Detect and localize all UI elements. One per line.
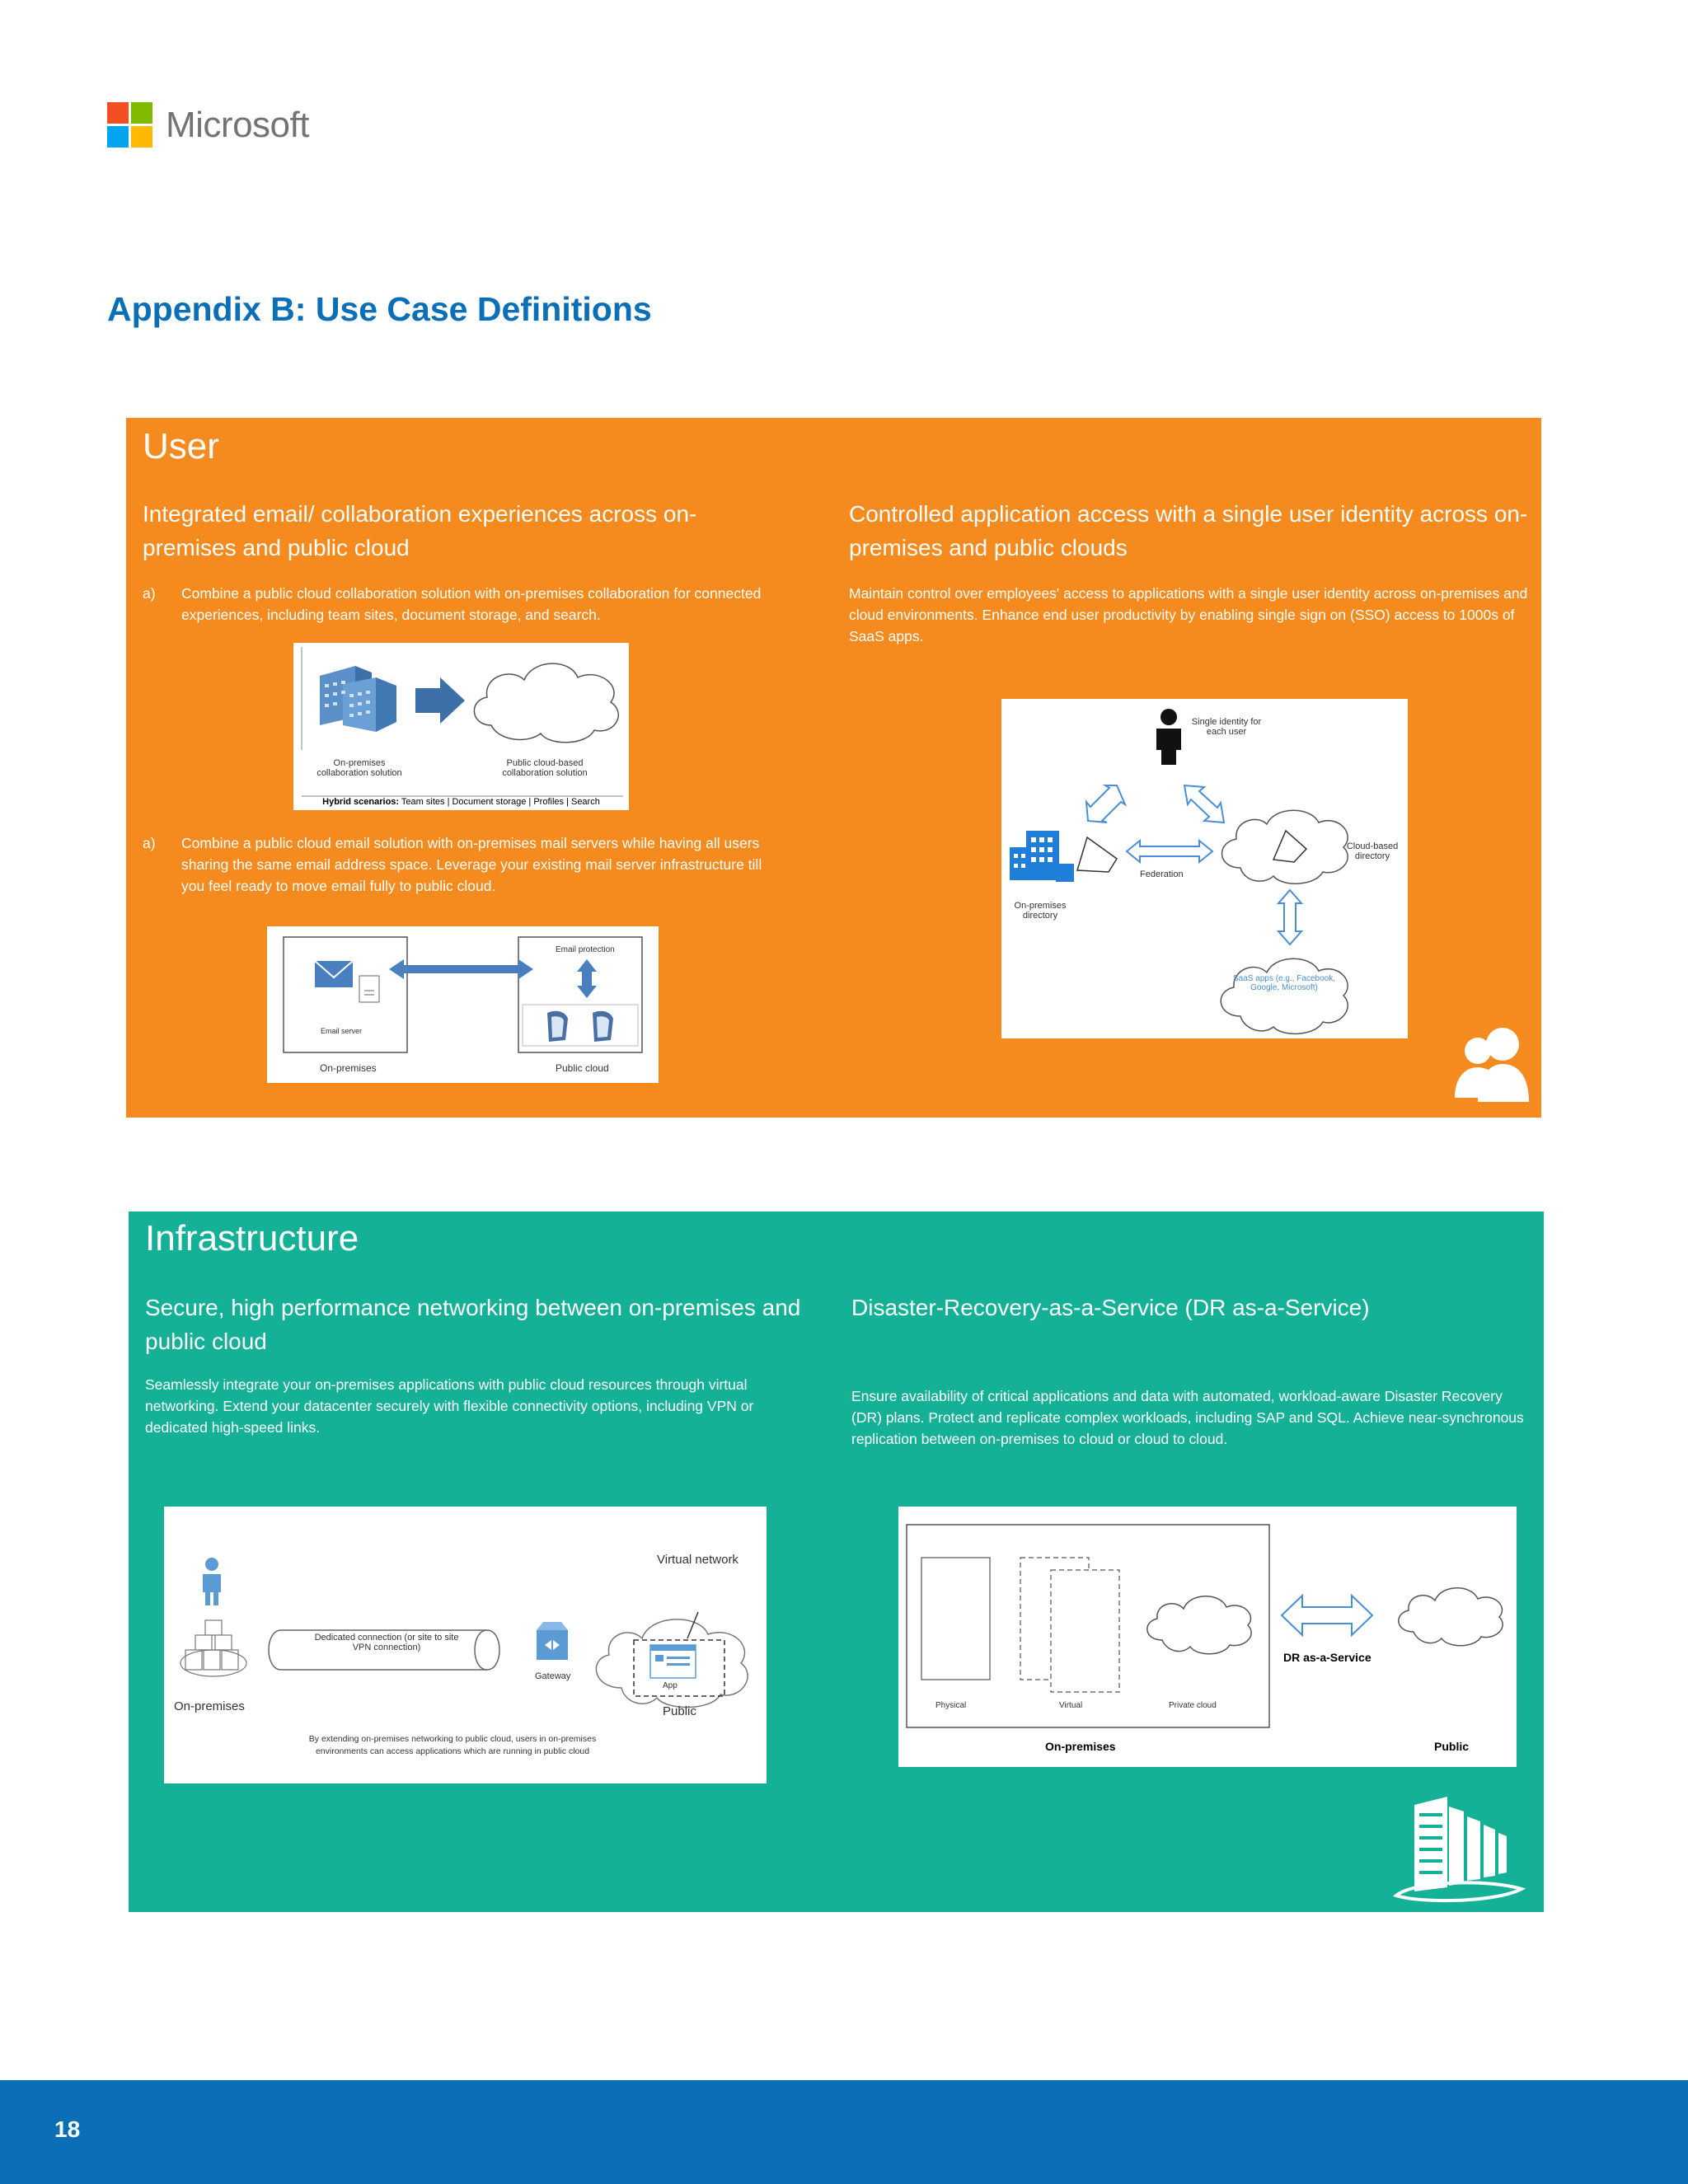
users-icon <box>1445 1019 1536 1110</box>
networking-heading: Secure, high performance networking between on-premises and public cloud <box>145 1295 801 1354</box>
collab-cloud-label: Public cloud-based collaboration solution <box>502 758 588 778</box>
infra-panel-title: Infrastructure <box>145 1218 359 1258</box>
page-number: 18 <box>54 2116 81 2142</box>
identity-diagram <box>1001 699 1408 1038</box>
diagonal-arrow-icon <box>1086 785 1125 823</box>
email-item <box>143 832 785 897</box>
microsoft-logo <box>107 102 309 148</box>
email-onprem-label: On-premises <box>320 1062 377 1074</box>
gateway-icon <box>537 1622 568 1660</box>
arrow-right-icon <box>415 677 465 724</box>
single-identity-label: Single identity for each user <box>1191 717 1262 737</box>
identity-text: Maintain control over employees' access to applications with a single user identity across on-premises and cloud environments. Enhance end user productivity by enabling single sign on (SSO) access to 1000s of SaaS apps. <box>849 585 1528 644</box>
public-label: Public <box>663 1704 696 1718</box>
cloud-directory-label: Cloud-based directory <box>1346 841 1399 861</box>
dr-public-label: Public <box>1434 1740 1470 1753</box>
envelope-icon <box>315 961 353 987</box>
networking-diagram <box>164 1507 767 1783</box>
double-arrow-icon <box>1282 1596 1372 1635</box>
cloud-icon <box>1221 958 1348 1033</box>
physical-label: Physical <box>935 1701 967 1710</box>
dr-text: Ensure availability of critical applications and data with automated, workload-aware Disaster Recovery (DR) plans. Protect and replicate complex workloads, including SAP and SQL. Achieve near-synchronous replication between on-premises to cloud or cloud to cloud. <box>851 1388 1524 1447</box>
item-text: Combine a public cloud email solution with on-premises mail servers while having all users sharing the same email address space. Leverage your existing mail server infrastructure till you feel ready to move email fully to public cloud. <box>181 835 762 894</box>
page-title: Appendix B: Use Case Definitions <box>107 290 652 328</box>
infrastructure-panel <box>129 1212 1544 1912</box>
cloud-icon <box>1147 1596 1251 1654</box>
gateway-label: Gateway <box>535 1671 571 1681</box>
microsoft-wordmark: Microsoft <box>166 104 309 145</box>
collaboration-diagram <box>293 643 629 810</box>
networking-text: Seamlessly integrate your on-premises applications with public cloud resources through virtual networking. Extend your datacenter securely with flexible connectivity options, including VPN or dedicated high-speed links. <box>145 1376 754 1436</box>
item-marker: a) <box>143 835 156 851</box>
virtual-network-label: Virtual network <box>657 1553 738 1567</box>
mail-server-icon <box>359 976 379 1002</box>
email-diagram <box>267 926 659 1083</box>
cloud-icon <box>1399 1588 1503 1646</box>
dedicated-connection-label: Dedicated connection (or site to site VPN connection) <box>314 1633 459 1652</box>
servers-icon <box>181 1620 246 1676</box>
identity-heading: Controlled application access with a single user identity across on-premises and public clouds <box>849 501 1528 560</box>
item-marker: a) <box>143 585 156 602</box>
vertical-double-arrow-icon <box>1278 890 1301 944</box>
hybrid-scenarios-label: Hybrid scenarios: Team sites | Document storage | Profiles | Search <box>322 797 600 807</box>
vertical-double-arrow-icon <box>577 959 597 998</box>
email-protection-label: Email protection <box>556 945 615 954</box>
user-panel <box>126 418 1541 1118</box>
page-footer <box>0 2080 1688 2184</box>
datacenter-icon <box>1390 1788 1530 1904</box>
onprem-directory-label: On-premises directory <box>1014 901 1067 921</box>
onprem-label: On-premises <box>174 1699 245 1713</box>
app-window-icon <box>650 1645 696 1678</box>
federation-label: Federation <box>1140 869 1184 879</box>
office-building-icon <box>320 666 396 732</box>
double-arrow-icon <box>389 959 533 979</box>
private-cloud-label: Private cloud <box>1169 1701 1217 1710</box>
user-panel-title: User <box>143 426 219 466</box>
dr-diagram <box>898 1507 1517 1767</box>
dr-onprem-label: On-premises <box>1045 1740 1116 1753</box>
person-icon <box>203 1558 221 1605</box>
diagonal-arrow-icon <box>1184 785 1224 823</box>
email-cloud-label: Public cloud <box>556 1062 609 1074</box>
draas-label: DR as-a-Service <box>1283 1651 1372 1664</box>
microsoft-logo-grid-icon <box>107 102 152 148</box>
person-icon <box>1156 709 1181 765</box>
network-caption: By extending on-premises networking to public cloud, users in on-premises environments can access applications which are running in public cloud <box>308 1734 597 1756</box>
virtual-label: Virtual <box>1059 1701 1083 1710</box>
collab-item <box>143 583 785 626</box>
shield-server-icon <box>547 1011 613 1042</box>
directory-triangle-icon <box>1077 837 1117 872</box>
app-label: App <box>663 1681 678 1690</box>
dr-heading: Disaster-Recovery-as-a-Service (DR as-a-Service) <box>851 1295 1370 1320</box>
federation-arrow-icon <box>1127 841 1212 862</box>
email-server-label: Email server <box>321 1027 363 1035</box>
collab-onprem-label: On-premises collaboration solution <box>316 758 402 778</box>
item-text: Combine a public cloud collaboration solution with on-premises collaboration for connected experiences, including team sites, document storage, and search. <box>181 585 762 623</box>
saas-apps-label: SaaS apps (e.g., Facebook, Google, Microsoft) <box>1233 974 1335 992</box>
collab-heading: Integrated email/ collaboration experiences across on-premises and public cloud <box>143 501 697 560</box>
cloud-icon <box>474 663 618 743</box>
